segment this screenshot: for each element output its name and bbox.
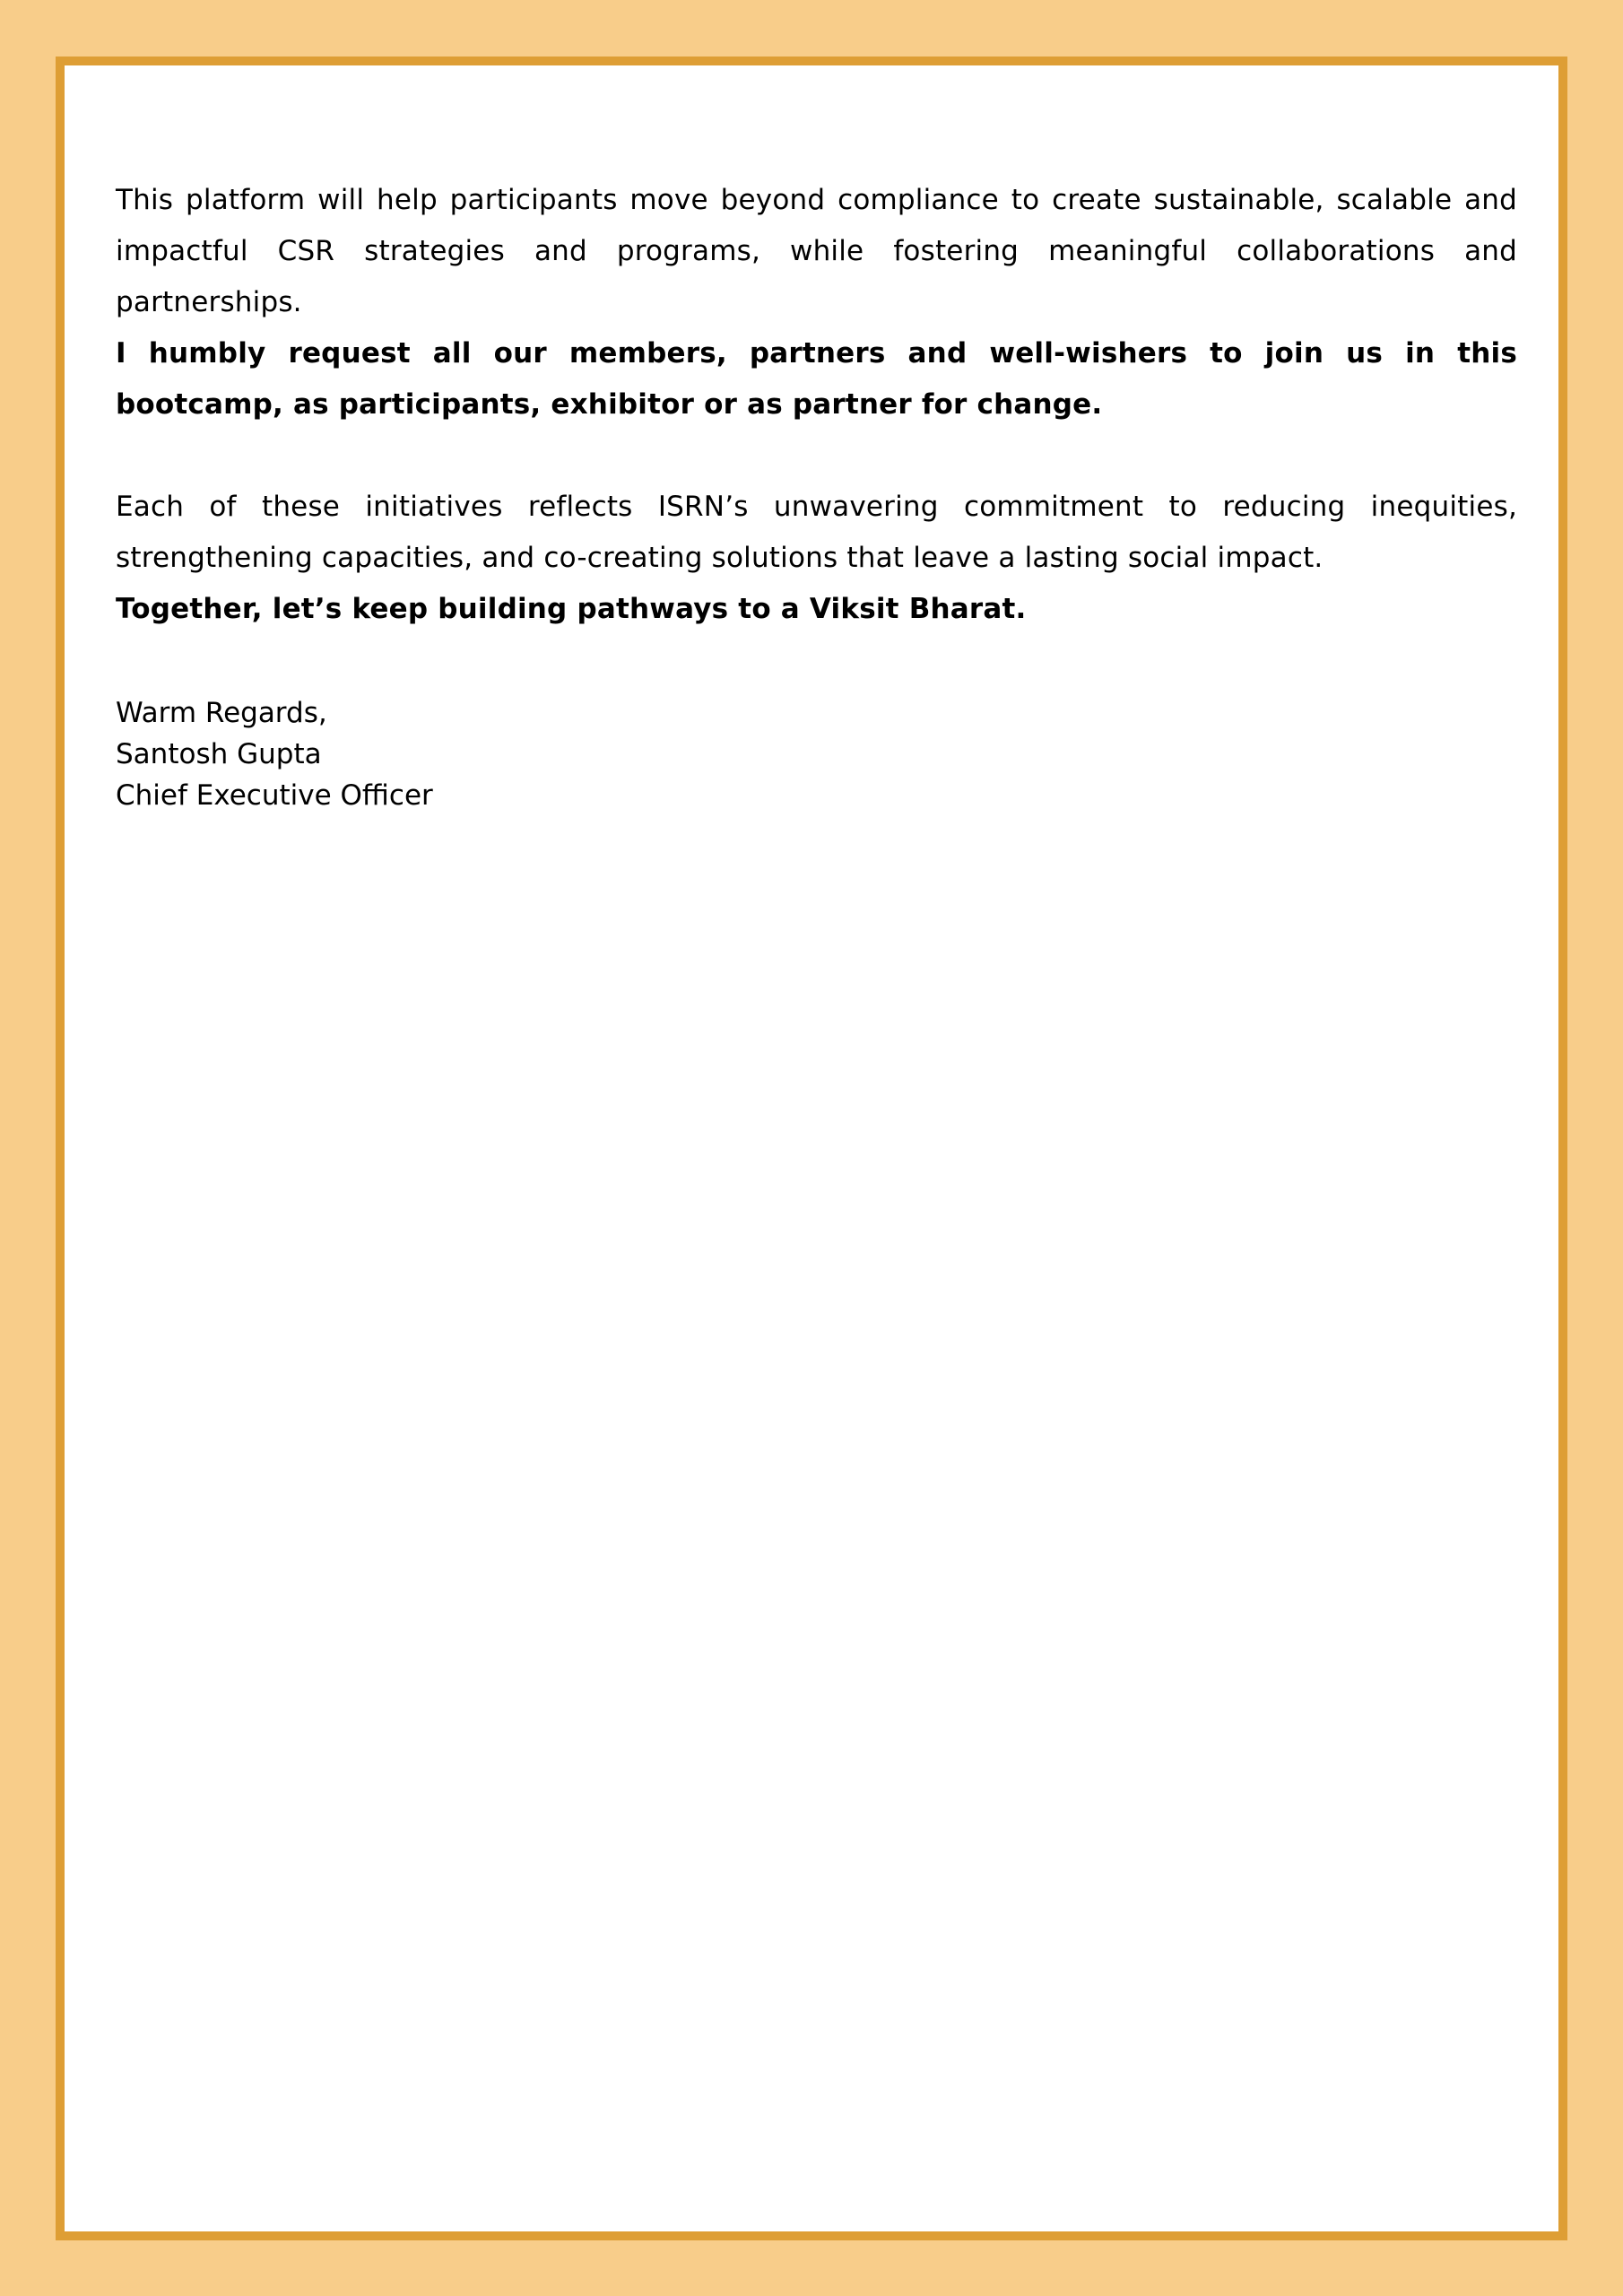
letter-body (116, 175, 1517, 816)
letter-page (56, 57, 1567, 2240)
signer-name: Santosh Gupta (116, 738, 322, 770)
signature-block (116, 692, 1517, 816)
salutation: Warm Regards, (116, 697, 327, 729)
signer-title: Chief Executive Officer (116, 779, 433, 812)
paragraph-platform: This platform will help participants move beyond compliance to create sustainable, scalable and impactful CSR strategies and programs, while fostering meaningful collaborations and partnerships. (116, 184, 1517, 318)
request-paragraph: I humbly request all our members, partners and well-wishers to join us in this bootcamp, as participants, exhibitor or as partner for change. (116, 337, 1517, 421)
paragraph-initiatives: Each of these initiatives reflects ISRN’s unwavering commitment to reducing inequities, strengthening capacities, and co-creating solutions that leave a lasting social impact. (116, 491, 1517, 574)
closing-line: Together, let’s keep building pathways to a Viksit Bharat. (116, 593, 1027, 625)
